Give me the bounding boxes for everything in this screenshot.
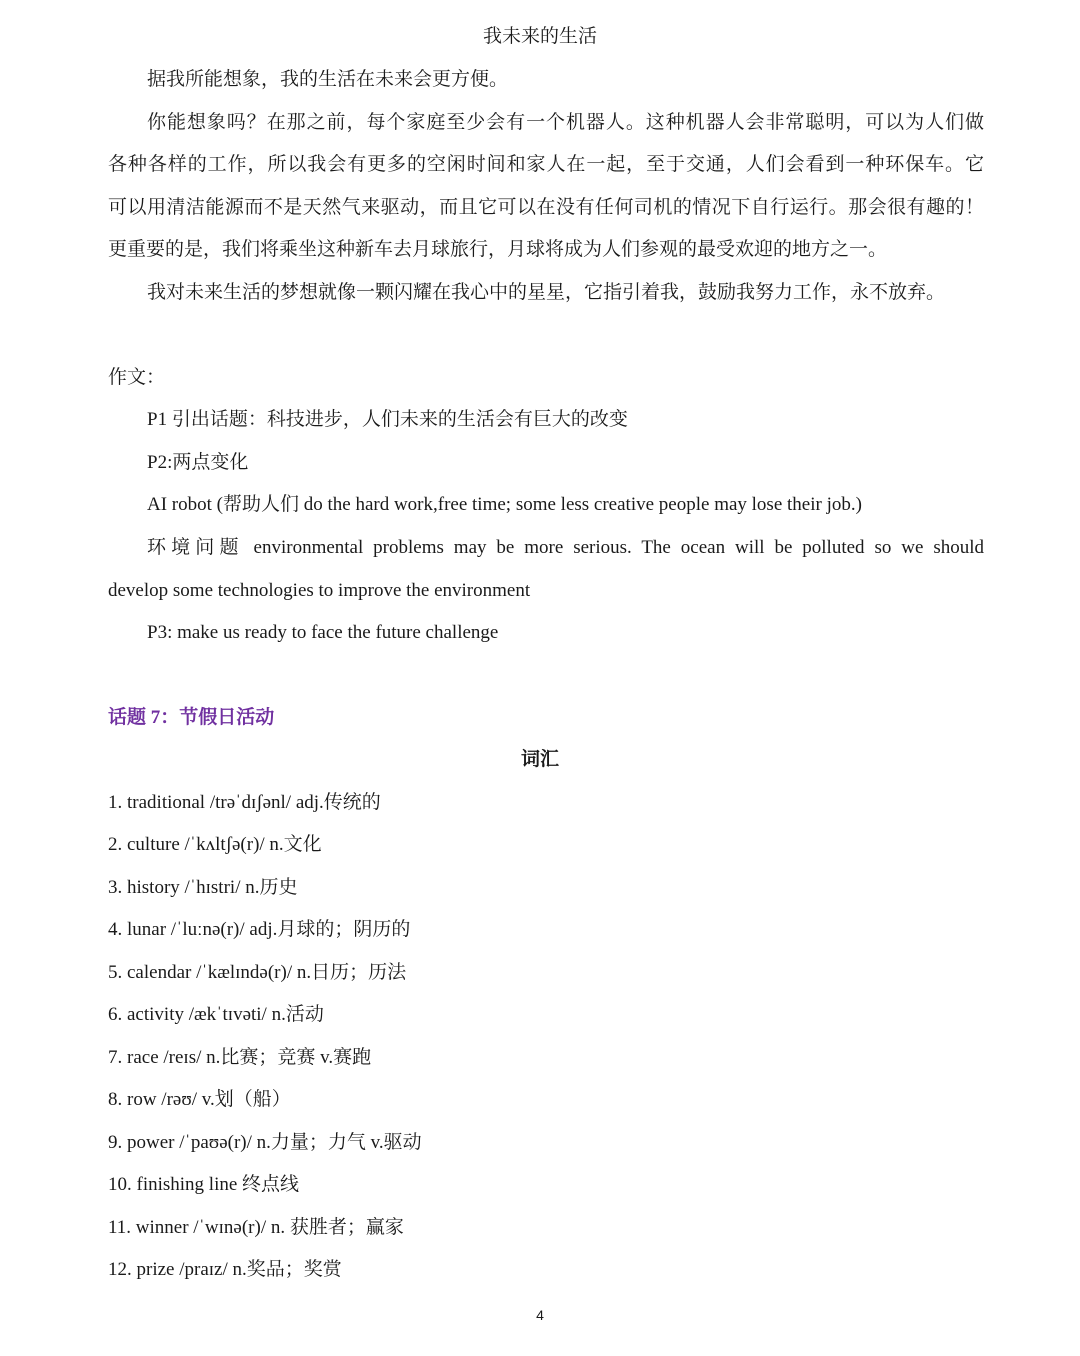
vocab-item: 2. culture /ˈkʌltʃə(r)/ n.文化 <box>108 834 322 855</box>
vocab-item: 4. lunar /ˈluːnə(r)/ adj.月球的；阴历的 <box>108 919 411 940</box>
essay-line: 可以用清洁能源而不是天然气来驱动，而且它可以在没有任何司机的情况下自行运行。那会很有趣的！ <box>108 197 984 218</box>
outline-p2: P2:两点变化 <box>147 452 249 473</box>
essay-line: 各种各样的工作，所以我会有更多的空闲时间和家人在一起，至于交通，人们会看到一种环保车。它 <box>108 154 984 175</box>
vocab-item: 7. race /reɪs/ n.比赛；竞赛 v.赛跑 <box>108 1047 372 1068</box>
vocab-item: 5. calendar /ˈkælɪndə(r)/ n.日历；历法 <box>108 962 407 983</box>
outline-p1: P1 引出话题：科技进步，人们未来的生活会有巨大的改变 <box>147 409 628 430</box>
outline-heading: 作文： <box>108 367 166 388</box>
essay-line: 更重要的是，我们将乘坐这种新车去月球旅行，月球将成为人们参观的最受欢迎的地方之一。 <box>108 239 888 260</box>
vocab-item: 11. winner /ˈwɪnə(r)/ n. 获胜者；赢家 <box>108 1217 404 1238</box>
vocab-item: 8. row /rəʊ/ v.划（船） <box>108 1089 291 1110</box>
outline-p3: P3: make us ready to face the future challenge <box>147 622 499 643</box>
vocab-item: 9. power /ˈpaʊə(r)/ n.力量；力气 v.驱动 <box>108 1132 422 1153</box>
topic-heading: 话题 7：节假日活动 <box>108 707 275 728</box>
outline-ai-robot: AI robot (帮助人们 do the hard work,free time; some less creative people may lose their job.) <box>147 494 862 515</box>
vocab-title: 词汇 <box>520 749 559 770</box>
vocab-item: 10. finishing line 终点线 <box>108 1174 300 1195</box>
vocab-item: 12. prize /praɪz/ n.奖品；奖赏 <box>108 1259 342 1280</box>
outline-environment-cont: develop some technologies to improve the environment <box>108 580 531 601</box>
vocab-item: 6. activity /ækˈtɪvəti/ n.活动 <box>108 1004 324 1025</box>
page-number: 4 <box>536 1307 544 1323</box>
vocab-item: 3. history /ˈhɪstri/ n.历史 <box>108 877 298 898</box>
outline-environment: 环境问题 environmental problems may be more serious. The ocean will be polluted so we should <box>147 537 984 558</box>
essay-line: 我对未来生活的梦想就像一颗闪耀在我心中的星星，它指引着我，鼓励我努力工作，永不放弃。 <box>147 282 946 303</box>
essay-title: 我未来的生活 <box>482 26 597 47</box>
essay-line: 你能想象吗？在那之前，每个家庭至少会有一个机器人。这种机器人会非常聪明，可以为人们做 <box>147 112 984 133</box>
vocab-item: 1. traditional /trəˈdɪʃənl/ adj.传统的 <box>108 792 381 813</box>
essay-line: 据我所能想象，我的生活在未来会更方便。 <box>147 69 509 90</box>
